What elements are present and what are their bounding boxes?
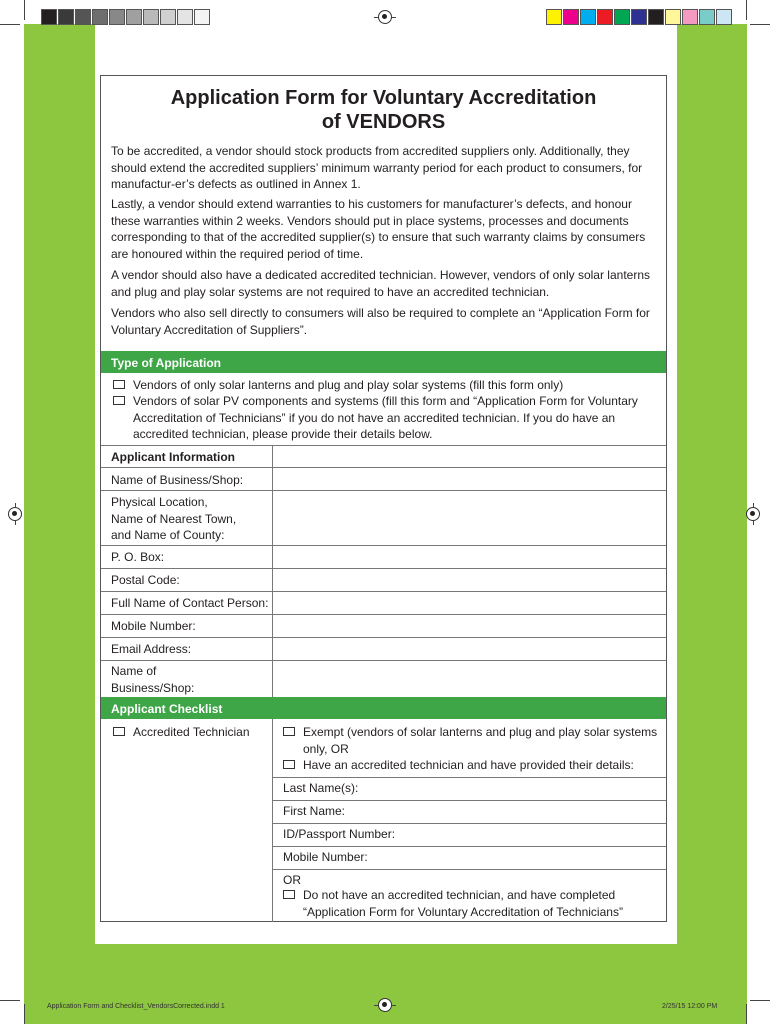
registration-mark-left xyxy=(8,507,22,521)
input-po-box[interactable] xyxy=(273,546,666,567)
green-bottom-band xyxy=(24,944,747,1024)
input-postal-code[interactable] xyxy=(273,569,666,590)
option-solar-lanterns-only: Vendors of only solar lanterns and plug and play solar systems (fill this form only) xyxy=(133,378,564,392)
form-title-line1: Application Form for Voluntary Accreditation xyxy=(170,87,597,109)
checkbox-no-technician[interactable] xyxy=(283,890,295,899)
input-technician-mobile[interactable] xyxy=(273,847,666,868)
green-left-band xyxy=(24,24,95,1024)
label-technician-id: ID/Passport Number: xyxy=(283,827,396,841)
label-email-address: Email Address: xyxy=(111,642,192,656)
checkbox-accredited-technician[interactable] xyxy=(113,727,125,736)
input-technician-last-name[interactable] xyxy=(273,778,666,799)
form-title-line2: of VENDORS xyxy=(321,111,446,133)
footer-datetime: 2/25/15 12:00 PM xyxy=(662,1003,718,1010)
intro-paragraph-4: Vendors who also sell directly to consumers will also be required to complete an “Application Form for Voluntary Accreditation of Suppliers”. xyxy=(111,306,650,337)
label-postal-code: Postal Code: xyxy=(111,573,180,587)
input-email-address[interactable] xyxy=(273,638,666,659)
label-business-name: Name of Business/Shop: xyxy=(111,473,244,487)
applicant-checklist-header: Applicant Checklist xyxy=(101,697,666,719)
label-po-box: P. O. Box: xyxy=(111,550,165,564)
option-solar-pv-components: Vendors of solar PV components and systems (fill this form and “Application Form for Voluntary Accreditation of Technicians” if you do not have an accredited technician. If you do have an accredited technician, please provide their details below. xyxy=(133,394,638,441)
checkbox-exempt[interactable] xyxy=(283,727,295,736)
label-physical-location: Physical Location, Name of Nearest Town, and Name of County: xyxy=(111,495,237,542)
applicant-information-header: Applicant Information xyxy=(111,450,235,464)
intro-paragraph-1: To be accredited, a vendor should stock products from accredited suppliers only. Additionally, they should extend the accredited suppliers’ minimum warranty period for each product to consumers, for manufactur-er’s defects as outlined in Annex 1. xyxy=(111,144,643,191)
input-physical-location[interactable] xyxy=(273,491,666,545)
input-technician-first-name[interactable] xyxy=(273,801,666,822)
label-technician-mobile: Mobile Number: xyxy=(283,850,368,864)
input-technician-id[interactable] xyxy=(273,824,666,845)
label-contact-person: Full Name of Contact Person: xyxy=(111,596,269,610)
intro-paragraph-2: Lastly, a vendor should extend warranties to his customers for manufacturer’s defects, and honour these warranties within 2 weeks. Vendors should put in place systems, processes and documents corresponding to that of the accredited supplier(s) to ensure that such warranty claims by consumers are honoured within the required period of time. xyxy=(111,197,646,261)
registration-mark-right xyxy=(746,507,760,521)
label-technician-last-name: Last Name(s): xyxy=(283,781,359,795)
input-contact-person[interactable] xyxy=(273,592,666,613)
label-business-name-2: Name of Business/Shop: xyxy=(111,664,195,695)
checkbox-solar-pv-components[interactable] xyxy=(113,396,125,405)
input-mobile-number[interactable] xyxy=(273,615,666,636)
label-or: OR xyxy=(283,873,301,887)
label-technician-first-name: First Name: xyxy=(283,804,346,818)
option-exempt: Exempt (vendors of solar lanterns and plug and play solar systems only, OR xyxy=(303,725,658,756)
label-accredited-technician: Accredited Technician xyxy=(133,725,250,739)
registration-mark-bottom xyxy=(378,998,392,1012)
type-of-application-header: Type of Application xyxy=(101,351,666,373)
label-mobile-number: Mobile Number: xyxy=(111,619,196,633)
intro-paragraph-3: A vendor should also have a dedicated accredited technician. However, vendors of only solar lanterns and plug and play solar systems are not required to have an accredited technician. xyxy=(111,268,650,299)
checkbox-have-technician[interactable] xyxy=(283,760,295,769)
green-right-band xyxy=(677,24,747,1024)
option-have-technician: Have an accredited technician and have provided their details: xyxy=(303,758,634,772)
option-no-technician: Do not have an accredited technician, and have completed “Application Form for Voluntary Accreditation of Technicians” xyxy=(303,888,623,919)
input-business-name-2[interactable] xyxy=(273,661,666,696)
input-business-name[interactable] xyxy=(273,468,666,489)
footer-file-name: Application Form and Checklist_VendorsCorrected.indd 1 xyxy=(47,1003,225,1010)
registration-mark-top xyxy=(378,10,392,24)
checkbox-solar-lanterns-only[interactable] xyxy=(113,380,125,389)
